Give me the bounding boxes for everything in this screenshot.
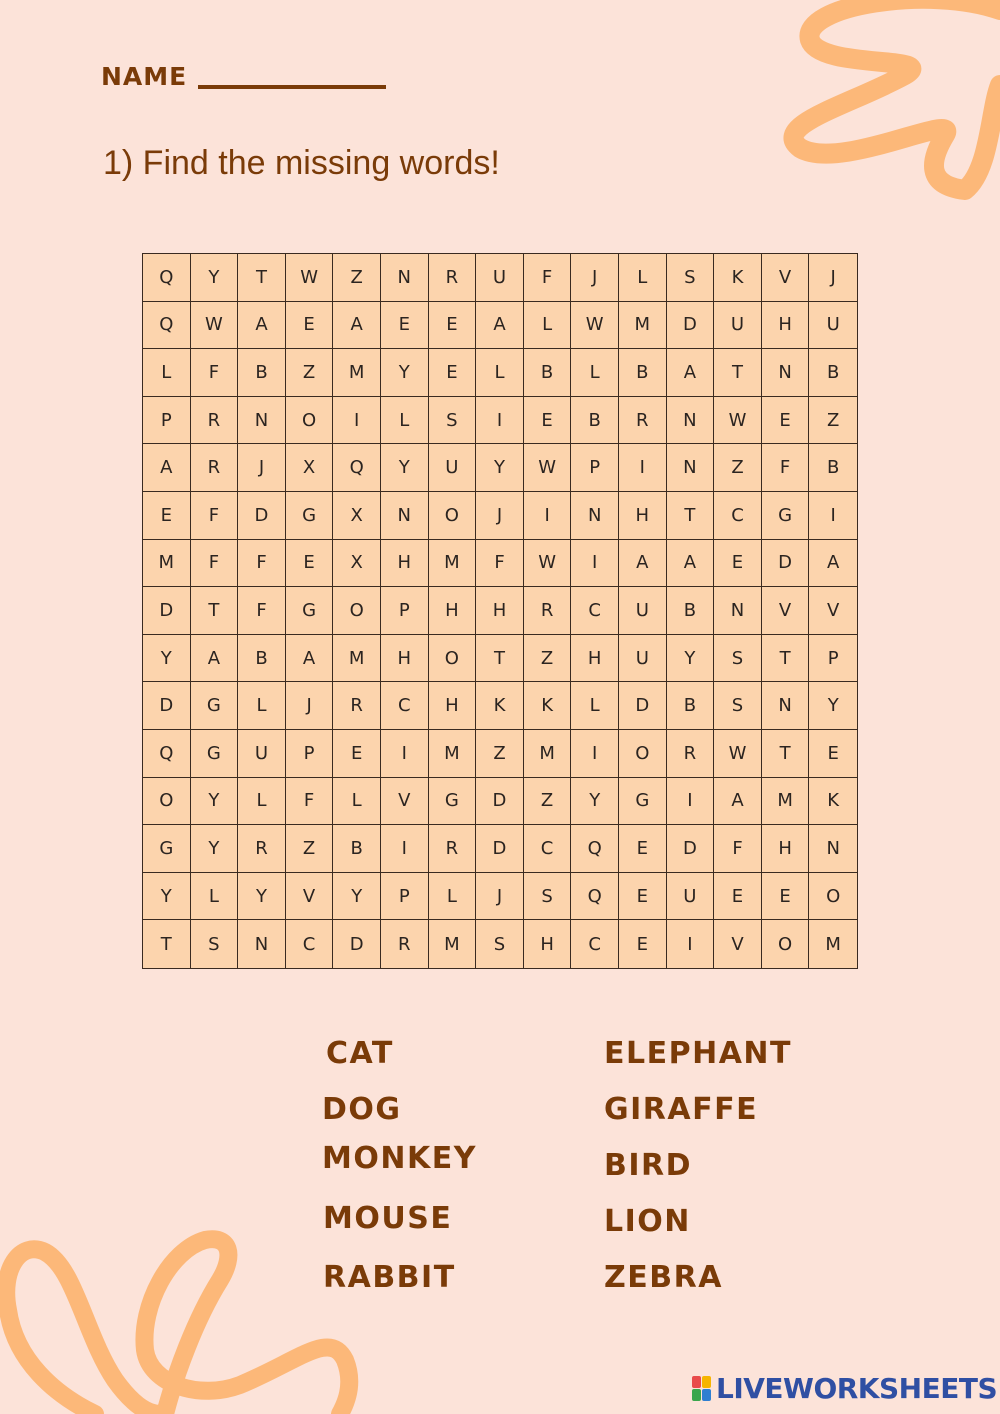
- grid-cell[interactable]: M: [524, 730, 572, 778]
- grid-cell[interactable]: O: [429, 635, 477, 683]
- grid-cell[interactable]: L: [524, 302, 572, 350]
- grid-cell[interactable]: G: [619, 778, 667, 826]
- grid-cell[interactable]: A: [333, 302, 381, 350]
- word-cat: CAT: [326, 1036, 394, 1071]
- grid-cell[interactable]: Y: [191, 825, 239, 873]
- grid-cell[interactable]: M: [143, 540, 191, 588]
- grid-cell[interactable]: S: [191, 920, 239, 968]
- grid-cell[interactable]: X: [333, 492, 381, 540]
- grid-cell[interactable]: A: [809, 540, 857, 588]
- grid-cell[interactable]: G: [143, 825, 191, 873]
- grid-cell[interactable]: B: [524, 349, 572, 397]
- grid-cell[interactable]: A: [191, 635, 239, 683]
- grid-cell[interactable]: B: [619, 349, 667, 397]
- grid-cell[interactable]: F: [191, 349, 239, 397]
- grid-cell[interactable]: H: [381, 635, 429, 683]
- grid-cell[interactable]: C: [714, 492, 762, 540]
- grid-cell[interactable]: T: [762, 730, 810, 778]
- grid-cell[interactable]: A: [714, 778, 762, 826]
- grid-cell[interactable]: P: [381, 587, 429, 635]
- grid-cell[interactable]: H: [429, 587, 477, 635]
- grid-cell[interactable]: C: [286, 920, 334, 968]
- grid-cell[interactable]: H: [476, 587, 524, 635]
- grid-cell[interactable]: Y: [143, 873, 191, 921]
- grid-cell[interactable]: C: [524, 825, 572, 873]
- grid-cell[interactable]: K: [809, 778, 857, 826]
- grid-cell[interactable]: I: [667, 920, 715, 968]
- grid-cell[interactable]: G: [191, 682, 239, 730]
- word-lion: LION: [604, 1204, 691, 1239]
- grid-cell[interactable]: Z: [524, 778, 572, 826]
- grid-cell[interactable]: F: [191, 540, 239, 588]
- grid-cell[interactable]: S: [714, 682, 762, 730]
- grid-cell[interactable]: P: [809, 635, 857, 683]
- grid-cell[interactable]: M: [825, 933, 841, 955]
- grid-cell[interactable]: L: [571, 682, 619, 730]
- grid-cell[interactable]: M: [619, 302, 667, 350]
- grid-cell[interactable]: A: [667, 349, 715, 397]
- grid-cell[interactable]: K: [476, 682, 524, 730]
- grid-cell[interactable]: N: [714, 587, 762, 635]
- word-mouse: MOUSE: [323, 1201, 453, 1236]
- grid-cell[interactable]: O: [762, 920, 810, 968]
- grid-cell[interactable]: D: [333, 920, 381, 968]
- grid-cell[interactable]: E: [619, 825, 667, 873]
- grid-cell[interactable]: W: [524, 444, 572, 492]
- grid-cell[interactable]: Q: [143, 302, 191, 350]
- word-dog: DOG: [322, 1092, 402, 1127]
- word-search-grid: [142, 253, 858, 969]
- grid-cell[interactable]: N: [238, 397, 286, 445]
- grid-cell[interactable]: Q: [571, 873, 619, 921]
- grid-cell[interactable]: G: [286, 587, 334, 635]
- grid-cell[interactable]: D: [143, 587, 191, 635]
- grid-cell[interactable]: Z: [809, 397, 857, 445]
- grid-cell[interactable]: W: [524, 540, 572, 588]
- grid-cell[interactable]: S: [667, 254, 715, 302]
- grid-cell[interactable]: N: [762, 349, 810, 397]
- grid-cell[interactable]: N: [667, 444, 715, 492]
- grid-cell[interactable]: E: [143, 492, 191, 540]
- grid-cell[interactable]: G: [286, 492, 334, 540]
- grid-cell[interactable]: Z: [333, 254, 381, 302]
- grid-cell[interactable]: T: [238, 254, 286, 302]
- grid-cell[interactable]: Z: [286, 825, 334, 873]
- grid-cell[interactable]: D: [476, 778, 524, 826]
- word-bird: BIRD: [604, 1148, 693, 1183]
- grid-cell[interactable]: W: [714, 397, 762, 445]
- grid-cell[interactable]: Y: [333, 873, 381, 921]
- grid-cell[interactable]: M: [762, 778, 810, 826]
- grid-cell[interactable]: H: [762, 302, 810, 350]
- name-label: NAME: [101, 62, 188, 91]
- grid-cell[interactable]: T: [476, 635, 524, 683]
- grid-cell[interactable]: T: [714, 349, 762, 397]
- grid-cell[interactable]: J: [809, 254, 857, 302]
- grid-cell[interactable]: U: [714, 302, 762, 350]
- grid-cell[interactable]: R: [524, 587, 572, 635]
- grid-cell[interactable]: E: [619, 873, 667, 921]
- grid-cell[interactable]: I: [381, 825, 429, 873]
- grid-cell[interactable]: D: [143, 682, 191, 730]
- grid-cell[interactable]: Z: [524, 635, 572, 683]
- grid-cell[interactable]: N: [809, 825, 857, 873]
- grid-cell[interactable]: E: [429, 302, 477, 350]
- grid-cell[interactable]: V: [286, 873, 334, 921]
- grid-cell[interactable]: R: [191, 397, 239, 445]
- grid-cell[interactable]: A: [476, 302, 524, 350]
- grid-cell[interactable]: E: [714, 873, 762, 921]
- grid-cell[interactable]: S: [476, 920, 524, 968]
- grid-cell[interactable]: F: [238, 540, 286, 588]
- grid-cell[interactable]: P: [571, 444, 619, 492]
- grid-cell[interactable]: N: [381, 492, 429, 540]
- grid-cell[interactable]: U: [667, 873, 715, 921]
- grid-cell[interactable]: B: [667, 587, 715, 635]
- grid-cell[interactable]: A: [238, 302, 286, 350]
- grid-cell[interactable]: M: [333, 635, 381, 683]
- grid-cell[interactable]: O: [143, 778, 191, 826]
- grid-cell[interactable]: S: [524, 873, 572, 921]
- grid-cell[interactable]: R: [429, 254, 477, 302]
- grid-cell[interactable]: E: [286, 302, 334, 350]
- grid-cell[interactable]: N: [381, 254, 429, 302]
- grid-cell[interactable]: S: [714, 635, 762, 683]
- grid-cell[interactable]: M: [429, 540, 477, 588]
- grid-cell[interactable]: D: [667, 825, 715, 873]
- grid-cell[interactable]: R: [429, 825, 477, 873]
- grid-cell[interactable]: V: [381, 778, 429, 826]
- grid-cell[interactable]: N: [238, 920, 286, 968]
- grid-cell[interactable]: Q: [333, 444, 381, 492]
- grid-cell[interactable]: D: [238, 492, 286, 540]
- grid-cell[interactable]: W: [714, 730, 762, 778]
- grid-cell[interactable]: P: [381, 873, 429, 921]
- grid-cell[interactable]: O: [429, 492, 477, 540]
- grid-cell[interactable]: L: [191, 873, 239, 921]
- grid-cell[interactable]: B: [571, 397, 619, 445]
- grid-cell[interactable]: I: [809, 492, 857, 540]
- grid-cell[interactable]: B: [333, 825, 381, 873]
- grid-cell[interactable]: F: [476, 540, 524, 588]
- grid-cell[interactable]: Y: [191, 778, 239, 826]
- name-row: [101, 62, 386, 92]
- grid-cell[interactable]: T: [667, 492, 715, 540]
- grid-cell[interactable]: F: [714, 825, 762, 873]
- grid-cell[interactable]: U: [429, 444, 477, 492]
- grid-cell[interactable]: J: [286, 682, 334, 730]
- grid-cell[interactable]: C: [571, 920, 619, 968]
- grid-cell[interactable]: Y: [381, 349, 429, 397]
- liveworksheets-logo-icon: [692, 1376, 712, 1402]
- grid-cell[interactable]: L: [143, 349, 191, 397]
- grid-cell[interactable]: M: [429, 920, 477, 968]
- grid-cell[interactable]: I: [333, 397, 381, 445]
- name-blank-line[interactable]: [198, 85, 386, 89]
- grid-cell[interactable]: Y: [191, 254, 239, 302]
- grid-cell[interactable]: I: [571, 540, 619, 588]
- grid-cell[interactable]: S: [429, 397, 477, 445]
- grid-cell[interactable]: T: [191, 587, 239, 635]
- grid-cell[interactable]: F: [524, 254, 572, 302]
- grid-cell[interactable]: O: [809, 873, 857, 921]
- grid-cell[interactable]: B: [667, 682, 715, 730]
- grid-cell[interactable]: K: [714, 254, 762, 302]
- grid-cell[interactable]: X: [333, 540, 381, 588]
- grid-cell[interactable]: U: [809, 302, 857, 350]
- grid-cell[interactable]: J: [238, 444, 286, 492]
- grid-cell[interactable]: W: [191, 302, 239, 350]
- grid-cell[interactable]: R: [191, 444, 239, 492]
- grid-cell[interactable]: B: [238, 635, 286, 683]
- grid-cell[interactable]: F: [238, 587, 286, 635]
- grid-cell[interactable]: D: [619, 682, 667, 730]
- grid-cell[interactable]: E: [619, 920, 667, 968]
- grid-cell[interactable]: L: [476, 349, 524, 397]
- word-elephant: ELEPHANT: [604, 1036, 792, 1071]
- instruction-heading: 1) Find the missing words!: [103, 144, 500, 182]
- grid-cell[interactable]: Y: [381, 444, 429, 492]
- word-monkey: MONKEY: [322, 1141, 477, 1176]
- grid-cell[interactable]: L: [333, 778, 381, 826]
- grid-cell[interactable]: R: [333, 682, 381, 730]
- grid-cell[interactable]: U: [619, 635, 667, 683]
- grid-cell[interactable]: H: [429, 682, 477, 730]
- grid-cell[interactable]: L: [238, 682, 286, 730]
- grid-cell[interactable]: L: [381, 397, 429, 445]
- grid-cell[interactable]: F: [762, 444, 810, 492]
- grid-cell[interactable]: E: [429, 349, 477, 397]
- grid-cell[interactable]: U: [238, 730, 286, 778]
- grid-cell[interactable]: U: [476, 254, 524, 302]
- grid-cell[interactable]: T: [143, 920, 191, 968]
- grid-cell[interactable]: D: [667, 302, 715, 350]
- grid-cell[interactable]: G: [191, 730, 239, 778]
- grid-cell[interactable]: Y: [809, 682, 857, 730]
- grid-cell[interactable]: C: [381, 682, 429, 730]
- grid-cell[interactable]: H: [762, 825, 810, 873]
- grid-cell[interactable]: Y: [667, 635, 715, 683]
- grid-cell[interactable]: Z: [286, 349, 334, 397]
- grid-cell[interactable]: V: [714, 920, 762, 968]
- grid-cell[interactable]: Y: [143, 635, 191, 683]
- grid-cell[interactable]: L: [571, 349, 619, 397]
- grid-cell[interactable]: D: [762, 540, 810, 588]
- grid-cell[interactable]: B: [238, 349, 286, 397]
- grid-cell[interactable]: I: [667, 778, 715, 826]
- grid-cell[interactable]: E: [524, 397, 572, 445]
- grid-cell[interactable]: I: [619, 444, 667, 492]
- grid-cell[interactable]: A: [143, 444, 191, 492]
- word-rabbit: RABBIT: [323, 1260, 456, 1295]
- grid-cell[interactable]: W: [286, 254, 334, 302]
- grid-cell[interactable]: B: [809, 444, 857, 492]
- grid-cell[interactable]: G: [762, 492, 810, 540]
- grid-cell[interactable]: Q: [143, 730, 191, 778]
- liveworksheets-wordmark: LIVEWORKSHEETS: [716, 1372, 998, 1405]
- grid-cell[interactable]: X: [286, 444, 334, 492]
- grid-cell[interactable]: C: [571, 587, 619, 635]
- grid-cell[interactable]: I: [524, 492, 572, 540]
- grid-cell[interactable]: B: [809, 349, 857, 397]
- grid-cell[interactable]: H: [619, 492, 667, 540]
- grid-cell[interactable]: N: [571, 492, 619, 540]
- grid-cell[interactable]: V: [762, 254, 810, 302]
- grid-cell[interactable]: Y: [571, 778, 619, 826]
- grid-cell[interactable]: Y: [238, 873, 286, 921]
- grid-cell[interactable]: E: [809, 730, 857, 778]
- grid-cell[interactable]: A: [286, 635, 334, 683]
- grid-cell[interactable]: T: [762, 635, 810, 683]
- grid-cell[interactable]: E: [333, 730, 381, 778]
- word-zebra: ZEBRA: [604, 1260, 723, 1295]
- grid-cell[interactable]: P: [286, 730, 334, 778]
- grid-cell[interactable]: I: [381, 730, 429, 778]
- grid-cell[interactable]: H: [524, 920, 572, 968]
- grid-cell[interactable]: A: [619, 540, 667, 588]
- grid-cell[interactable]: K: [524, 682, 572, 730]
- grid-cell[interactable]: Y: [476, 444, 524, 492]
- grid-cell[interactable]: V: [762, 587, 810, 635]
- grid-cell[interactable]: D: [476, 825, 524, 873]
- grid-cell[interactable]: R: [619, 397, 667, 445]
- grid-cell[interactable]: O: [333, 587, 381, 635]
- grid-cell[interactable]: Z: [476, 730, 524, 778]
- grid-cell[interactable]: G: [429, 778, 477, 826]
- grid-cell[interactable]: I: [476, 397, 524, 445]
- grid-cell[interactable]: N: [762, 682, 810, 730]
- grid-cell[interactable]: V: [809, 587, 857, 635]
- grid-cell[interactable]: L: [429, 873, 477, 921]
- grid-cell[interactable]: U: [619, 587, 667, 635]
- grid-cell[interactable]: E: [714, 540, 762, 588]
- grid-cell[interactable]: E: [286, 540, 334, 588]
- grid-cell[interactable]: Q: [143, 254, 191, 302]
- grid-cell[interactable]: E: [762, 873, 810, 921]
- grid-cell[interactable]: I: [571, 730, 619, 778]
- grid-cell[interactable]: A: [667, 540, 715, 588]
- grid-cell[interactable]: L: [238, 778, 286, 826]
- grid-cell[interactable]: L: [619, 254, 667, 302]
- grid-cell[interactable]: F: [286, 778, 334, 826]
- grid-cell[interactable]: O: [619, 730, 667, 778]
- grid-cell[interactable]: R: [667, 730, 715, 778]
- liveworksheets-brand[interactable]: [692, 1373, 997, 1405]
- grid-cell[interactable]: M: [333, 349, 381, 397]
- grid-cell[interactable]: J: [476, 492, 524, 540]
- grid-cell[interactable]: M: [429, 730, 477, 778]
- grid-cell[interactable]: R: [238, 825, 286, 873]
- top-right-squiggle: [793, 0, 1000, 190]
- word-giraffe: GIRAFFE: [604, 1092, 759, 1127]
- grid-cell[interactable]: R: [381, 920, 429, 968]
- grid-cell[interactable]: F: [191, 492, 239, 540]
- grid-cell[interactable]: Z: [714, 444, 762, 492]
- grid-cell[interactable]: W: [571, 302, 619, 350]
- grid-cell[interactable]: H: [571, 635, 619, 683]
- grid-cell[interactable]: N: [667, 397, 715, 445]
- grid-cell[interactable]: H: [381, 540, 429, 588]
- grid-cell[interactable]: Q: [571, 825, 619, 873]
- grid-cell[interactable]: J: [571, 254, 619, 302]
- grid-cell[interactable]: E: [381, 302, 429, 350]
- grid-cell[interactable]: J: [476, 873, 524, 921]
- grid-cell[interactable]: P: [143, 397, 191, 445]
- grid-cell[interactable]: E: [762, 397, 810, 445]
- bottom-left-heart-squiggle: [6, 1239, 349, 1414]
- grid-cell[interactable]: O: [286, 397, 334, 445]
